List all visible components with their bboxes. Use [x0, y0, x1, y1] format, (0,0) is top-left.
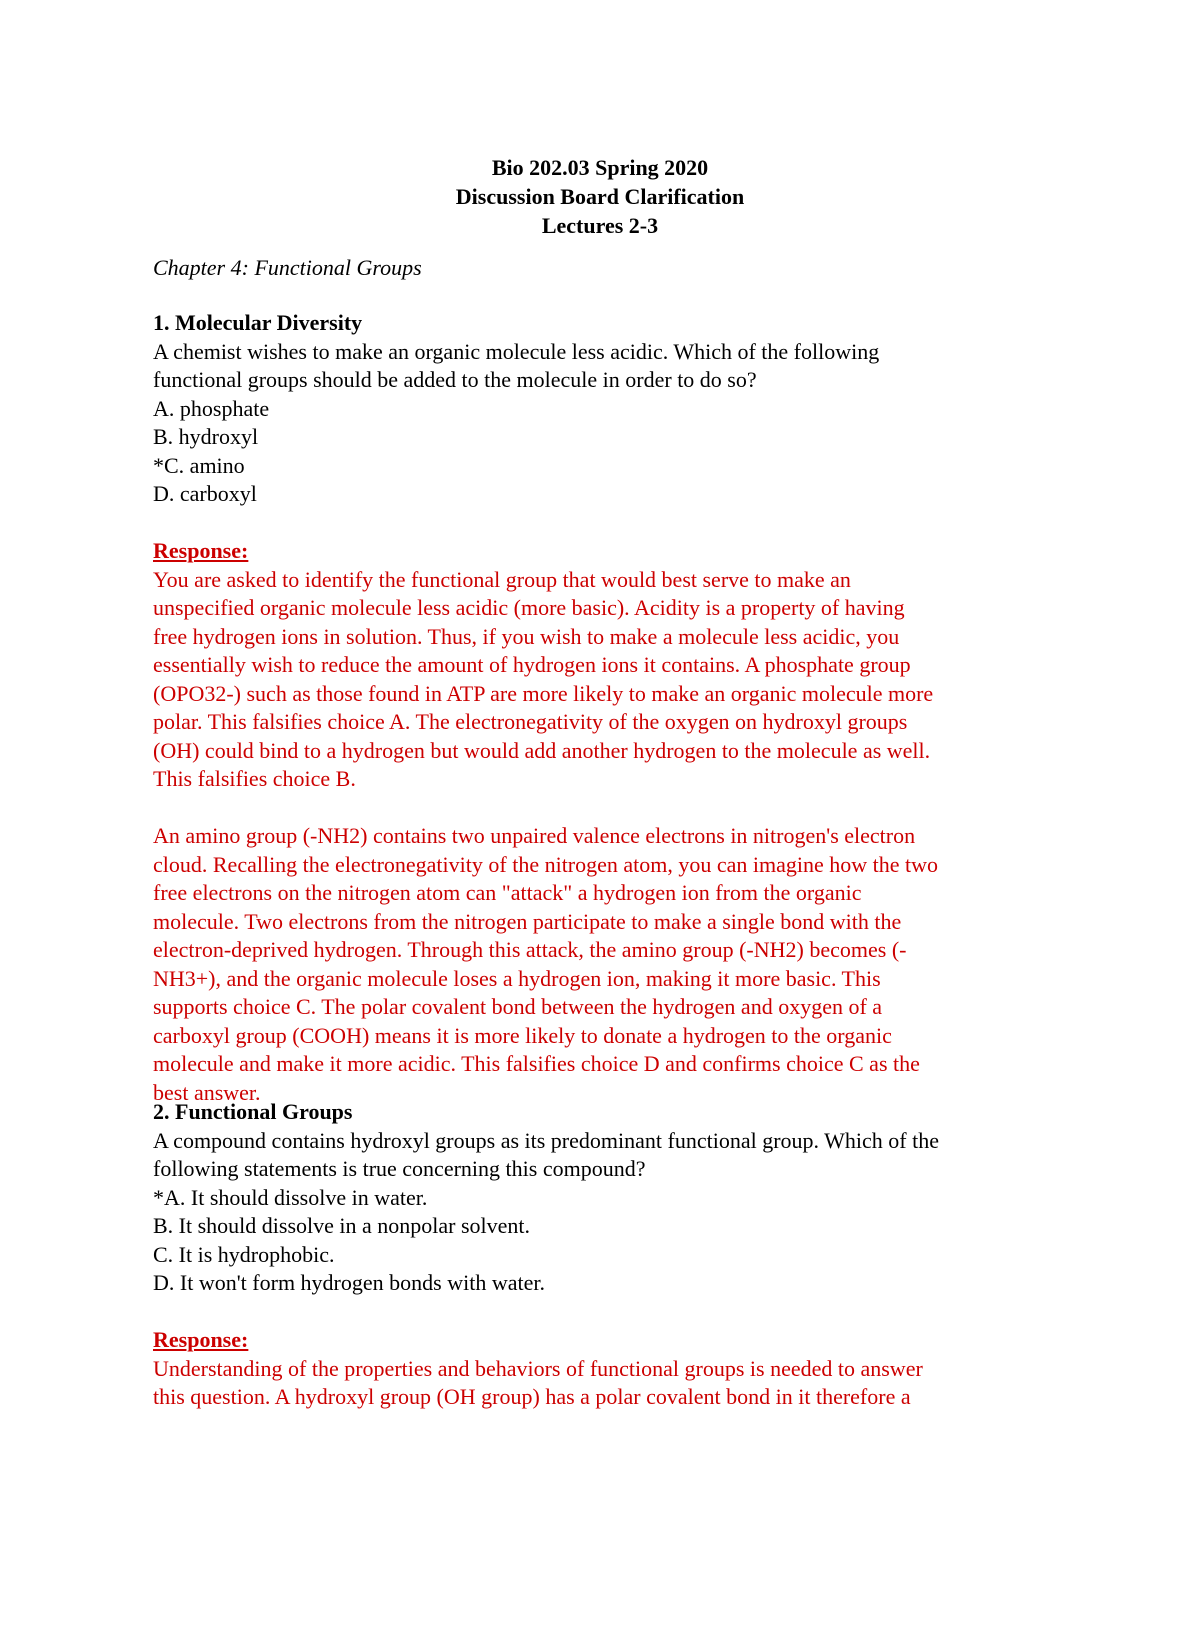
response-line: molecule and make it more acidic. This falsifies choice D and confirms choice C as the: [153, 1051, 920, 1076]
response-line: supports choice C. The polar covalent bond between the hydrogen and oxygen of a: [153, 994, 883, 1019]
course-title: Bio 202.03 Spring 2020: [491, 155, 709, 180]
question-1-text-line: A chemist wishes to make an organic molecule less acidic. Which of the following: [153, 338, 880, 364]
question-1: [153, 309, 1053, 1107]
question-2-text-line: following statements is true concerning this compound?: [153, 1156, 646, 1181]
response-line: An amino group (-NH2) contains two unpaired valence electrons in nitrogen's electron: [153, 823, 916, 848]
question-1-option-c: *C. amino: [153, 452, 245, 478]
document-title: Discussion Board Clarification: [455, 184, 745, 209]
response-line: (OH) could bind to a hydrogen but would add another hydrogen to the molecule as well.: [153, 737, 931, 763]
question-2-title: 2. Functional Groups: [153, 1099, 353, 1124]
question-2-text-line: A compound contains hydroxyl groups as its predominant functional group. Which of the: [153, 1127, 939, 1153]
chapter-heading: Chapter 4: Functional Groups: [153, 255, 422, 280]
response-line: cloud. Recalling the electronegativity of the nitrogen atom, you can imagine how the two: [153, 851, 939, 877]
response-line: essentially wish to reduce the amount of hydrogen ions it contains. A phosphate group: [153, 652, 911, 677]
lecture-range: Lectures 2-3: [541, 213, 659, 238]
response-line: You are asked to identify the functional group that would best serve to make an: [153, 566, 851, 592]
response-line: polar. This falsifies choice A. The electronegativity of the oxygen on hydroxyl groups: [153, 709, 908, 734]
question-2-option-a: *A. It should dissolve in water.: [153, 1184, 428, 1210]
question-1-response-label: Response:: [153, 538, 249, 563]
question-1-option-d: D. carboxyl: [153, 481, 257, 506]
question-1-title: 1. Molecular Diversity: [153, 310, 363, 335]
response-line: This falsifies choice B.: [153, 766, 356, 791]
question-2-option-c: C. It is hydrophobic.: [153, 1241, 335, 1267]
response-line: free electrons on the nitrogen atom can "attack" a hydrogen ion from the organic: [153, 880, 862, 905]
response-line: NH3+), and the organic molecule loses a hydrogen ion, making it more basic. This: [153, 965, 881, 991]
document-header: [0, 154, 1200, 241]
question-1-option-a: A. phosphate: [153, 395, 270, 421]
question-2: [153, 1098, 1053, 1412]
response-line: electron-deprived hydrogen. Through this attack, the amino group (-NH2) becomes (-: [153, 937, 907, 962]
response-line: unspecified organic molecule less acidic (more basic). Acidity is a property of having: [153, 595, 905, 620]
question-1-option-b: B. hydroxyl: [153, 424, 259, 449]
response-line: Understanding of the properties and behaviors of functional groups is needed to answer: [153, 1355, 923, 1381]
response-line: best answer.: [153, 1079, 261, 1105]
question-2-option-d: D. It won't form hydrogen bonds with water.: [153, 1270, 545, 1295]
response-line: carboxyl group (COOH) means it is more likely to donate a hydrogen to the organic: [153, 1022, 892, 1048]
question-2-response-label: Response:: [153, 1327, 249, 1352]
response-line: free hydrogen ions in solution. Thus, if you wish to make a molecule less acidic, you: [153, 623, 900, 649]
question-1-text-line: functional groups should be added to the molecule in order to do so?: [153, 367, 757, 392]
response-line: molecule. Two electrons from the nitrogen participate to make a single bond with the: [153, 908, 902, 934]
chapter-heading-block: [153, 254, 1053, 283]
response-line: (OPO32-) such as those found in ATP are more likely to make an organic molecule more: [153, 680, 934, 706]
response-line: this question. A hydroxyl group (OH group) has a polar covalent bond in it therefore a: [153, 1384, 911, 1409]
question-2-option-b: B. It should dissolve in a nonpolar solvent.: [153, 1213, 531, 1238]
